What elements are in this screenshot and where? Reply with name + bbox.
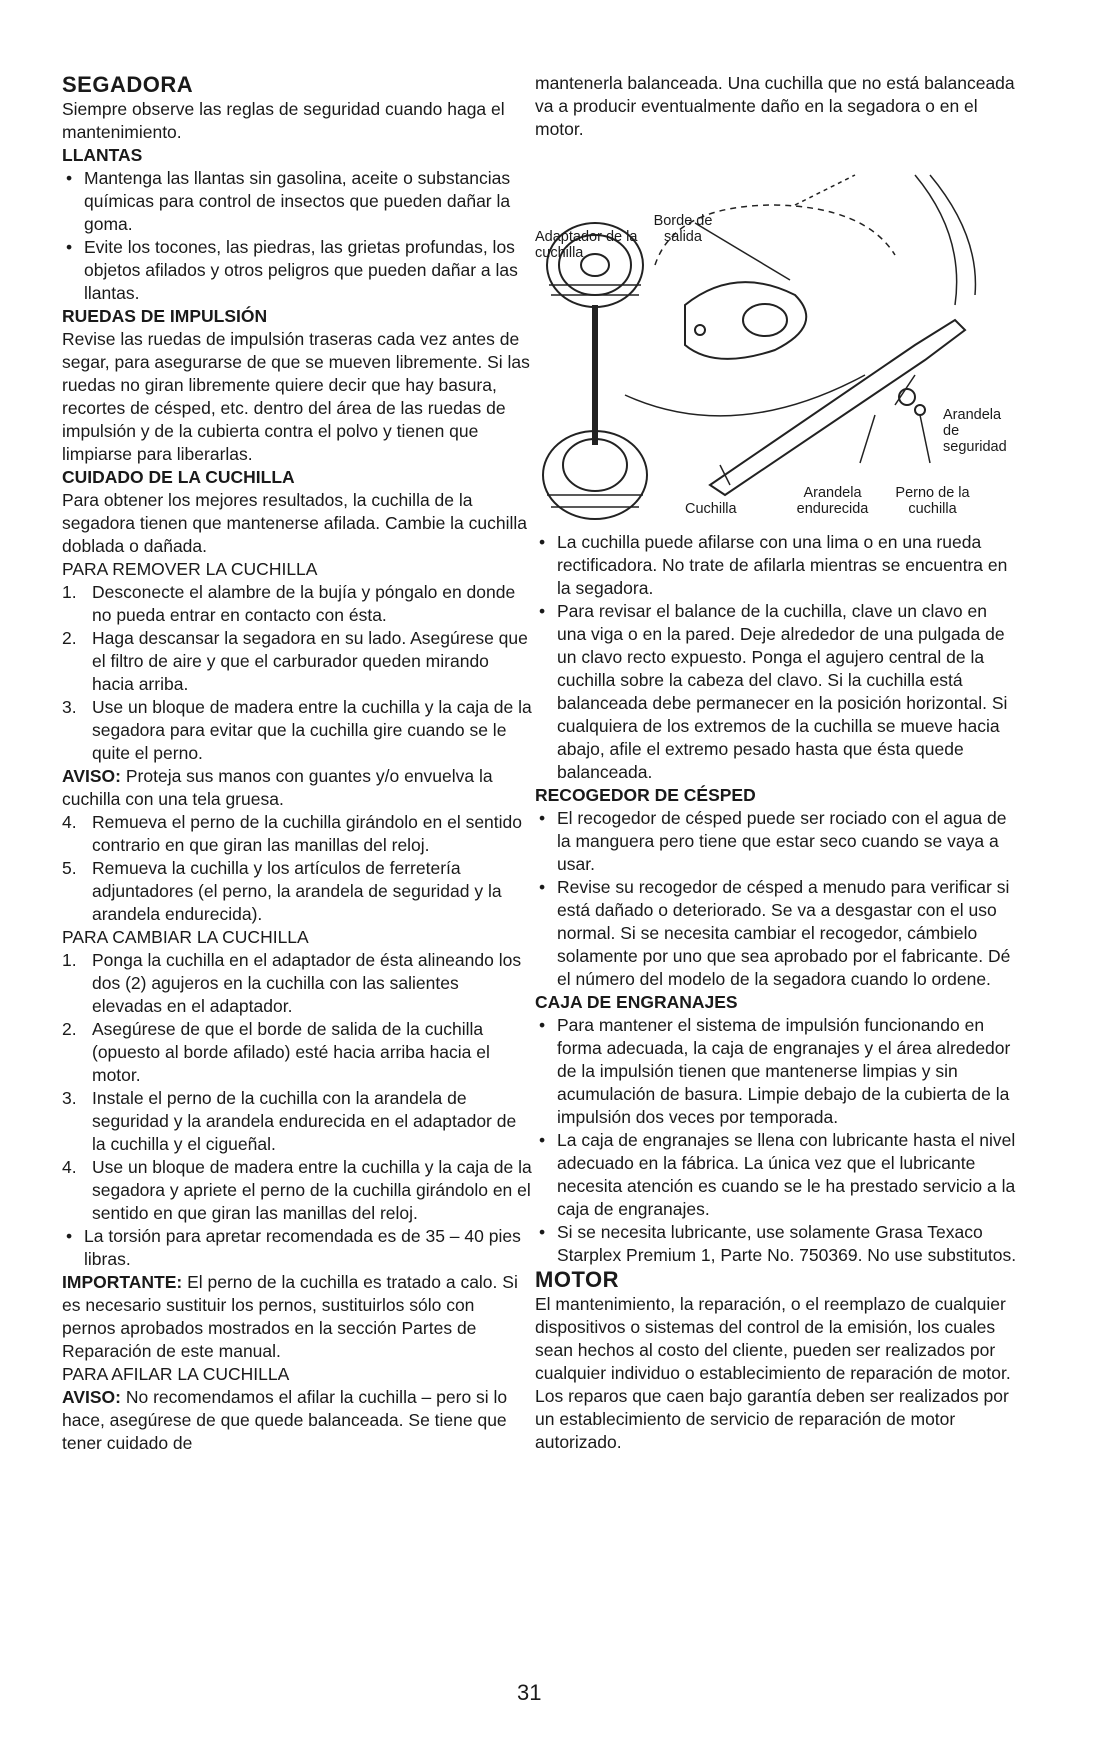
list-item: 3. Instale el perno de la cuchilla con la arandela de seguridad y la arandela endurecida en el adaptador de la cuchilla y el cigueñal.	[62, 1088, 517, 1154]
cambiar-steps	[62, 949, 532, 1225]
label-borde: Borde de salida	[653, 213, 713, 245]
list-item: 1. Ponga la cuchilla en el adaptador de ésta alineando los dos (2) agujeros en la cuchilla con las salientes elevadas en el adaptador.	[62, 950, 522, 1016]
list-item: • Si se necesita lubricante, use solamente Grasa Texaco Starplex Premium 1, Parte No. 750369. No use substitutos.	[539, 1222, 1017, 1265]
bullet-icon: •	[539, 1015, 546, 1035]
heading-segadora: SEGADORA	[62, 72, 194, 97]
list-item: 1. Desconecte el alambre de la bujía y póngalo en donde no pueda entrar en contacto con ésta.	[62, 582, 516, 625]
list-item: 2. Haga descansar la segadora en su lado. Asegúrese que el filtro de aire y que el carburador queden mirando hacia arriba.	[62, 628, 528, 694]
llantas-list	[62, 167, 532, 305]
list-item: 3. Use un bloque de madera entre la cuchilla y la caja de la segadora para evitar que la cuchilla gire cuando se le quite el perno.	[62, 697, 532, 763]
motor-text: El mantenimiento, la reparación, o el reemplazo de cualquier dispositivos o sistemas del control de la emisión, los cuales sean hechos al costo del cliente, pueden ser realizados por cualquier individuo o establecimiento de reparación de motor. Los reparos que caen bajo garantía deben ser realizados por un establecimiento de servicio de reparación de motor autorizado.	[535, 1294, 1011, 1452]
list-item: 5. Remueva la cuchilla y los artículos de ferretería adjuntadores (el perno, la arandela de seguridad y la arandela endurecida).	[62, 858, 502, 924]
list-item: • La cuchilla puede afilarse con una lima o en una rueda rectificadora. No trate de afilarla mientras se encuentra en la segadora.	[539, 532, 1008, 598]
remover-steps-2	[62, 811, 532, 926]
blade-assembly-illustration	[535, 145, 1005, 525]
bullet-icon: •	[539, 601, 546, 621]
afilar-heading: PARA AFILAR LA CUCHILLA	[62, 1364, 290, 1384]
label-arandela-endurecida: Arandela endurecida	[796, 485, 869, 517]
aviso-note: AVISO: Proteja sus manos con guantes y/o envuelva la cuchilla con una tela gruesa.	[62, 766, 493, 809]
right-column	[535, 72, 1020, 1454]
label-cuchilla: Cuchilla	[685, 501, 737, 517]
washer	[899, 389, 915, 405]
blade-diagram	[535, 145, 1005, 525]
bullet-icon: •	[539, 808, 546, 828]
heading-llantas: LLANTAS	[62, 145, 143, 165]
label-adaptador: Adaptador de la cuchilla	[535, 229, 638, 261]
continued-text: mantenerla balanceada. Una cuchilla que no está balanceada va a producir eventualmente daño en la segadora o en el motor.	[535, 73, 1015, 139]
bullet-icon: •	[539, 532, 546, 552]
page-number: 31	[517, 1680, 542, 1705]
importante-note: IMPORTANTE: El perno de la cuchilla es tratado a calo. Si es necesario sustituir los pernos, sustituirlos sólo con pernos aprobados mostrados en la sección Partes de Reparación de este manual.	[62, 1272, 518, 1361]
blade-adapter	[685, 282, 806, 359]
bullet-icon: •	[539, 1130, 546, 1150]
label-perno: Perno de la cuchilla	[895, 485, 970, 517]
bullet-icon: •	[66, 237, 73, 257]
aviso-afilar: AVISO: No recomendamos el afilar la cuchilla – pero si lo hace, asegúrese de que quede balanceada. Se tiene que tener cuidado de	[62, 1387, 508, 1453]
heading-ruedas: RUEDAS DE IMPULSIÓN	[62, 306, 268, 326]
heading-caja: CAJA DE ENGRANAJES	[535, 992, 738, 1012]
blade	[710, 320, 965, 495]
torsion-list	[62, 1225, 532, 1271]
list-item: • El recogedor de césped puede ser rociado con el agua de la manguera pero tiene que estar seco cuando se vaya a usar.	[539, 808, 1007, 874]
list-item: 4. Remueva el perno de la cuchilla girándolo en el sentido contrario en que giran las manillas del reloj.	[62, 812, 522, 855]
heading-recogedor: RECOGEDOR DE CÉSPED	[535, 785, 756, 805]
afilar-list	[535, 531, 1020, 784]
bullet-icon: •	[539, 1222, 546, 1242]
remover-heading: PARA REMOVER LA CUCHILLA	[62, 559, 318, 579]
list-item: • Revise su recogedor de césped a menudo para verificar si está dañado o deteriorado. Se va a desgastar con el uso normal. Si se necesita cambiar el recogedor, cámbielo solamente por uno que sea aprobado por el fabricante. Dé el número del modelo de la segadora cuando lo ordene.	[539, 877, 1011, 989]
list-item: • Para mantener el sistema de impulsión funcionando en forma adecuada, la caja de engranajes y el área alrededor de la impulsión tienen que mantenerse limpias y sin acumulación de basura. Limpie debajo de la cubierta de la impulsión dos veces por temporada.	[539, 1015, 1011, 1127]
bullet-icon: •	[66, 168, 73, 188]
caja-list	[535, 1014, 1020, 1267]
bullet-icon: •	[539, 877, 546, 897]
cuidado-text: Para obtener los mejores resultados, la cuchilla de la segadora tienen que mantenerse afilada. Cambie la cuchilla doblada o dañada.	[62, 490, 528, 556]
list-item: • Mantenga las llantas sin gasolina, aceite o substancias químicas para control de insectos que pueden dañar la goma.	[66, 168, 511, 234]
heading-cuidado: CUIDADO DE LA CUCHILLA	[62, 467, 295, 487]
heading-motor: MOTOR	[535, 1267, 619, 1292]
list-item: • La caja de engranajes se llena con lubricante hasta el nivel adecuado en la fábrica. La única vez que el lubricante necesita atención es cuando se le ha prestado servicio a la caja de engranajes.	[539, 1130, 1016, 1219]
cambiar-heading: PARA CAMBIAR LA CUCHILLA	[62, 927, 309, 947]
list-item: 2. Asegúrese de que el borde de salida de la cuchilla (opuesto al borde afilado) esté hacia arriba hacia el motor.	[62, 1019, 490, 1085]
remover-steps	[62, 581, 532, 765]
left-column	[62, 72, 532, 1455]
list-item: 4. Use un bloque de madera entre la cuchilla y la caja de la segadora y apriete el perno de la cuchilla girándolo en el sentido en que giran las manillas del reloj.	[62, 1157, 532, 1223]
label-arandela-seguridad: Arandela de seguridad	[943, 407, 1007, 455]
ruedas-text: Revise las ruedas de impulsión traseras cada vez antes de segar, para asegurarse de que se mueven libremente. Si las ruedas no giran libremente quiere decir que hay basura, recortes de césped, etc. dentro del área de las ruedas de impulsión y de la cubierta contra el polvo y tienen que limpiarse para liberarlas.	[62, 329, 530, 464]
bullet-icon: •	[66, 1226, 73, 1246]
list-item: • Evite los tocones, las piedras, las grietas profundas, los objetos afilados y otros peligros que pueden dañar a las llantas.	[66, 237, 518, 303]
recogedor-list	[535, 807, 1020, 991]
list-item: • La torsión para apretar recomendada es de 35 – 40 pies libras.	[66, 1226, 521, 1269]
list-item: • Para revisar el balance de la cuchilla, clave un clavo en una viga o en la pared. Deje alrededor de una pulgada de un clavo recto expuesto. Ponga el agujero central de la cuchilla sobre la cabeza del clavo. Si la cuchilla está balanceada debe permanecer en la posición horizontal. Si cualquiera de los extremos de la cuchilla se mueve hacia abajo, afile el extremo pesado hasta que ésta quede balanceada.	[539, 601, 1008, 782]
intro-text: Siempre observe las reglas de seguridad cuando haga el mantenimiento.	[62, 99, 505, 142]
